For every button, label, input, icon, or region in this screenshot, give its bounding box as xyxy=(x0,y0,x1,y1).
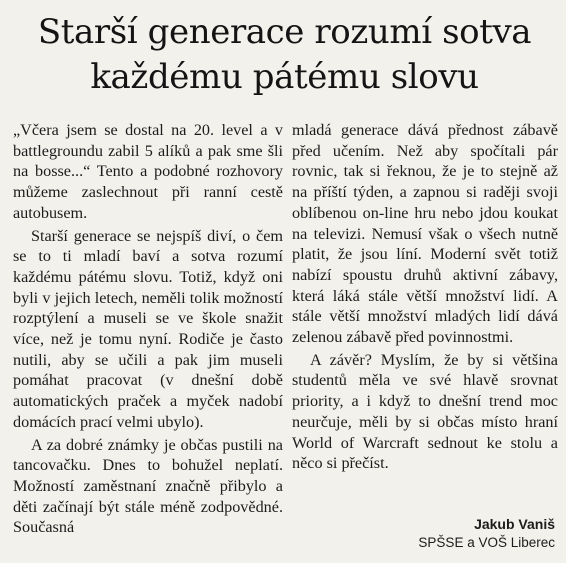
author-name: Jakub Vaniš xyxy=(474,516,555,532)
article-column-right xyxy=(292,120,558,474)
article-paragraph: A za dobré známky je občas pustili na tancovačku. Dnes to bohužel neplatí. Možností zaměstnaní značně přibylo a děti začínají být stále méně zodpovědné. Současná xyxy=(13,435,283,537)
author-school: SPŠSE a VOŠ Liberec xyxy=(418,535,555,550)
article-paragraph: mladá generace dává přednost zábavě před učením. Než aby spočítali pár rovnic, tak si řeknou, že je to stejně až na příští týden, a zapnou si raději svoji oblíbenou on-line hru nebo jdou koukat na televizi. Nemusí však o všech nutně platit, že jsou líní. Moderní svět totiž nabízí spoustu druhů aktivní zábavy, která láká stále větší množství lidí. A stále větší množství mladých lidí dává zelenou zábavě před povinnostmi. xyxy=(292,121,558,347)
article-paragraph: „Včera jsem se dostal na 20. level a v battlegroundu zabil 5 alíků a pak sme šli na bosse...“ Tento a podobné rozhovory můžeme zaslechnout při ranní cestě autobusem. xyxy=(13,121,283,222)
article-paragraph: Starší generace se nejspíš diví, o čem se to ti mladí baví a sotva rozumí každému pátému slovu. Totiž, když oni byli v jejich letech, neměli tolik možností rozptýlení a museli se ve škole snažit více, než je tomu nyní. Rodiče je často nutili, aby se učili a pak jim museli pomáhat pracovat (v dnešní době automatických praček a myček nadobí domácích prací velmi ubylo). xyxy=(13,226,283,431)
article-paragraph: A závěr? Myslím, že by si většina studentů měla ve své hlavě srovnat priority, a i když to dnešní trend moc neurčuje, měli by si občas místo hraní World of Warcraft sednout ke stolu a něco si přečíst. xyxy=(292,350,558,473)
author-signature xyxy=(418,515,555,553)
article-column-left xyxy=(13,120,283,538)
article-headline: Starší generace rozumí sotva každému pátému slovu xyxy=(37,12,532,97)
